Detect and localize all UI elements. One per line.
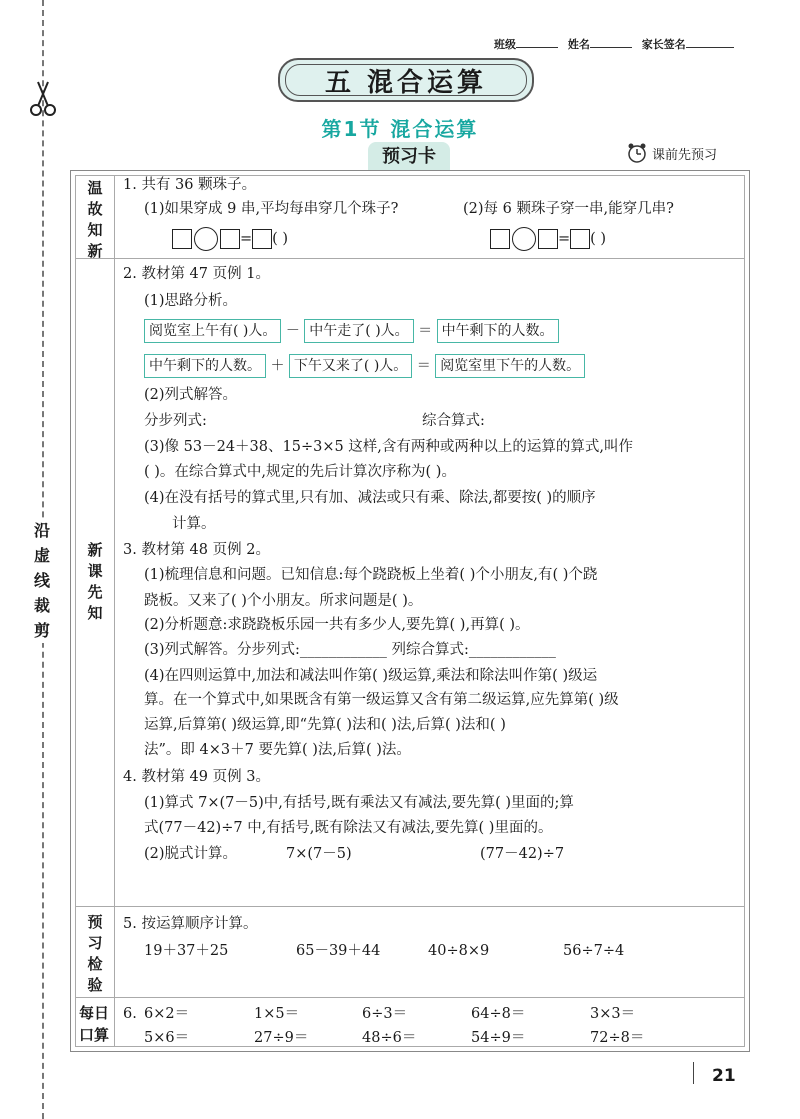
q3-line7: 运算,后算第( )级运算,即“先算( )法和( )法,后算( )法和( ) bbox=[144, 717, 506, 733]
operator-circle[interactable] bbox=[512, 227, 536, 251]
q4-line1: (1)算式 7×(7－5)中,有括号,既有乘法又有减法,要先算( )里面的;算 bbox=[144, 795, 574, 811]
q2-combined-label: 综合算式: bbox=[422, 413, 485, 429]
flow-operator: ＝ bbox=[418, 323, 433, 339]
q4-expression-1: 7×(7－5) bbox=[286, 846, 352, 862]
q6-item: 72÷8＝ bbox=[590, 1030, 645, 1046]
q5-item: 40÷8×9 bbox=[428, 943, 490, 959]
class-label: 班级 bbox=[494, 38, 516, 51]
flow-box[interactable]: 阅览室上午有( )人。 bbox=[144, 319, 281, 343]
q6-item: 5×6＝ bbox=[144, 1030, 190, 1046]
q6-number: 6. bbox=[123, 1006, 137, 1022]
label-column-divider bbox=[114, 175, 115, 1047]
row-divider bbox=[75, 997, 745, 998]
answer-box[interactable] bbox=[570, 229, 590, 249]
flow-box: 中午剩下的人数。 bbox=[437, 319, 559, 343]
card-title: 预习卡 bbox=[368, 142, 450, 170]
q3-line5: (4)在四则运算中,加法和减法叫作第( )级运算,乘法和除法叫作第( )级运 bbox=[144, 668, 598, 684]
answer-box[interactable] bbox=[490, 229, 510, 249]
q6-item: 48÷6＝ bbox=[362, 1030, 417, 1046]
q6-item: 1×5＝ bbox=[254, 1006, 300, 1022]
equals-sign: = bbox=[240, 231, 253, 247]
q6-item: 6×2＝ bbox=[144, 1006, 190, 1022]
cut-instruction: 沿虚线裁剪 bbox=[30, 518, 54, 643]
q2-part4-line1: (4)在没有括号的算式里,只有加、减法或只有乘、除法,都要按( )的顺序 bbox=[144, 490, 596, 506]
equals-sign: = bbox=[558, 231, 571, 247]
q2-part1: (1)思路分析。 bbox=[144, 293, 238, 309]
preview-tag bbox=[626, 142, 717, 164]
q3-line2: 跷板。又来了( )个小朋友。所求问题是( )。 bbox=[144, 593, 423, 609]
q5-item: 65－39＋44 bbox=[296, 943, 381, 959]
q6-item: 6÷3＝ bbox=[362, 1006, 408, 1022]
q3-line3: (2)分析题意:求跷跷板乐园一共有多少人,要先算( ),再算( )。 bbox=[144, 617, 530, 633]
q4-expression-2: (77－42)÷7 bbox=[480, 846, 565, 862]
name-label: 姓名 bbox=[567, 38, 590, 51]
q6-item: 27÷9＝ bbox=[254, 1030, 309, 1046]
flow-operator: ＋ bbox=[270, 358, 285, 374]
q1-equation-2 bbox=[490, 227, 606, 251]
q6-item: 64÷8＝ bbox=[471, 1006, 526, 1022]
q3-line4: (3)列式解答。分步列式:____________ 列综合算式:____________ bbox=[144, 642, 556, 658]
q4-stem: 4. 教材第 49 页例 3。 bbox=[123, 769, 270, 785]
q2-part3-line2: ( )。在综合算式中,规定的先后计算次序称为( )。 bbox=[144, 464, 456, 480]
q3-line8: 法”。即 4×3＋7 要先算( )法,后算( )法。 bbox=[144, 742, 411, 758]
q1-part1: (1)如果穿成 9 串,平均每串穿几个珠子? bbox=[144, 201, 399, 217]
scissors-icon bbox=[28, 78, 58, 118]
q2-flow-2 bbox=[144, 354, 585, 378]
page-number: 21 bbox=[712, 1066, 736, 1086]
chapter-banner bbox=[278, 58, 534, 102]
answer-box[interactable] bbox=[538, 229, 558, 249]
name-blank[interactable] bbox=[590, 37, 632, 48]
parent-signature-label: 家长签名 bbox=[641, 38, 686, 51]
row-divider bbox=[75, 906, 745, 907]
preview-tag-text: 课前先预习 bbox=[652, 147, 718, 163]
q1-stem: 1. 共有 36 颗珠子。 bbox=[123, 177, 257, 193]
answer-box[interactable] bbox=[252, 229, 272, 249]
flow-operator: － bbox=[285, 323, 300, 339]
unit-blank[interactable]: ( ) bbox=[590, 231, 607, 247]
label-check: 预习检验 bbox=[87, 913, 103, 994]
q2-part2: (2)列式解答。 bbox=[144, 387, 238, 403]
q2-stem: 2. 教材第 47 页例 1。 bbox=[123, 266, 270, 282]
q1-equation-1 bbox=[172, 227, 288, 251]
q2-step-label: 分步列式: bbox=[144, 413, 207, 429]
class-blank[interactable] bbox=[516, 37, 558, 48]
q3-line1: (1)梳理信息和问题。已知信息:每个跷跷板上坐着( )个小朋友,有( )个跷 bbox=[144, 567, 598, 583]
q2-part4-line2: 计算。 bbox=[172, 516, 216, 532]
q4-line3: (2)脱式计算。 bbox=[144, 846, 238, 862]
answer-box[interactable] bbox=[172, 229, 192, 249]
q3-stem: 3. 教材第 48 页例 2。 bbox=[123, 542, 270, 558]
q6-item: 54÷9＝ bbox=[471, 1030, 526, 1046]
q5-stem: 5. 按运算顺序计算。 bbox=[123, 916, 258, 932]
flow-box: 阅览室里下午的人数。 bbox=[435, 354, 585, 378]
q5-item: 19＋37＋25 bbox=[144, 943, 229, 959]
q4-line2: 式(77－42)÷7 中,有括号,既有除法又有减法,要先算( )里面的。 bbox=[144, 820, 553, 836]
parent-signature-blank[interactable] bbox=[686, 37, 734, 48]
chapter-name: 混合运算 bbox=[367, 67, 488, 98]
q5-item: 56÷7÷4 bbox=[563, 943, 625, 959]
flow-box[interactable]: 中午走了( )人。 bbox=[304, 319, 413, 343]
alarm-clock-icon bbox=[626, 142, 648, 164]
operator-circle[interactable] bbox=[194, 227, 218, 251]
unit-blank[interactable]: ( ) bbox=[272, 231, 289, 247]
q1-part2: (2)每 6 颗珠子穿一串,能穿几串? bbox=[463, 201, 674, 217]
section-title: 第1节 混合运算 bbox=[321, 117, 479, 141]
label-daily: 每日口算 bbox=[79, 1004, 110, 1044]
header-fields bbox=[494, 36, 740, 52]
q3-line6: 算。在一个算式中,如果既含有第一级运算又含有第二级运算,应先算第( )级 bbox=[144, 692, 619, 708]
q6-item: 3×3＝ bbox=[590, 1006, 636, 1022]
chapter-number: 五 bbox=[324, 67, 355, 98]
answer-box[interactable] bbox=[220, 229, 240, 249]
q2-part3-line1: (3)像 53－24＋38、15÷3×5 这样,含有两种或两种以上的运算的算式,叫作 bbox=[144, 439, 634, 455]
flow-box: 中午剩下的人数。 bbox=[144, 354, 266, 378]
flow-box[interactable]: 下午又来了( )人。 bbox=[289, 354, 412, 378]
label-new: 新课先知 bbox=[87, 541, 103, 622]
q2-flow-1 bbox=[144, 319, 559, 343]
row-divider bbox=[75, 258, 745, 259]
flow-operator: ＝ bbox=[416, 358, 431, 374]
chapter-title bbox=[325, 62, 487, 99]
label-review: 温故知新 bbox=[87, 179, 103, 260]
